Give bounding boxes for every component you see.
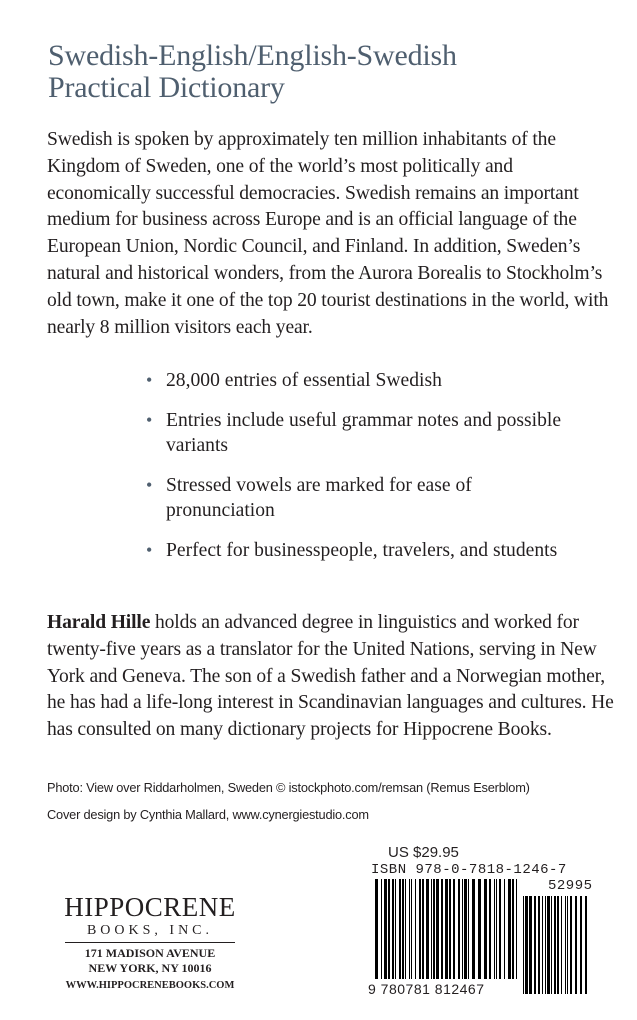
barcode-bar <box>375 879 378 979</box>
barcode-bar <box>585 896 587 994</box>
barcode-bar <box>478 879 481 979</box>
title-line-1: Swedish-English/English-Swedish <box>48 39 457 72</box>
barcode-bar <box>575 896 577 994</box>
bio-text: holds an advanced degree in linguistics and worked for twenty-five years as a translator for the United Nations, serving in New York and Geneva. The son of a Swedish father and a Norwegian mother, he has had a life-long interest in Scandinavian languages and cultures. He has consulted on many dictionary projects for Hippocrene Books. <box>47 612 614 741</box>
barcode-bar <box>441 879 443 979</box>
barcode-bar <box>388 879 390 979</box>
barcode-bar <box>534 896 536 994</box>
feature-text: Stressed vowels are marked for ease of pronunciation <box>166 474 472 521</box>
barcode-bar <box>392 879 394 979</box>
feature-item <box>144 408 564 459</box>
barcode-bar <box>472 879 475 979</box>
publisher-name: HIPPOCRENE <box>64 892 236 922</box>
feature-item <box>144 538 564 564</box>
barcode-bar <box>436 879 439 979</box>
feature-list <box>144 368 564 577</box>
publisher-website: WWW.HIPPOCRENEBOOKS.COM <box>65 980 235 991</box>
barcode-bar <box>545 896 546 994</box>
barcode-bar <box>565 896 566 994</box>
barcode-bar <box>464 879 467 979</box>
barcode-bar <box>580 896 582 994</box>
barcode-bar <box>458 879 460 979</box>
barcode-bar <box>405 879 406 979</box>
barcode-bar <box>529 896 532 994</box>
barcode-bar <box>567 896 568 994</box>
barcode-bar <box>516 879 517 979</box>
barcode-bar <box>402 879 404 979</box>
barcode-bar <box>468 879 469 979</box>
feature-item <box>144 473 564 524</box>
author-bio <box>47 610 619 744</box>
barcode-bar <box>411 879 412 979</box>
feature-item <box>144 368 564 394</box>
barcode-bar <box>399 879 401 979</box>
barcode-bar <box>419 879 421 979</box>
barcode-bar <box>489 879 491 979</box>
barcode-bar <box>381 879 382 979</box>
barcode-bar <box>426 879 429 979</box>
barcode-bar <box>523 896 524 994</box>
publisher-address-2: NEW YORK, NY 10016 <box>88 961 212 975</box>
barcode-bar <box>433 879 435 979</box>
barcode-bar <box>512 879 514 979</box>
barcode-bar <box>494 879 495 979</box>
barcode-bar <box>409 879 410 979</box>
barcode-bar <box>415 879 416 979</box>
price-label: US $29.95 <box>388 844 459 861</box>
barcode-digits: 9 780781 812467 <box>368 981 485 997</box>
barcode-bar <box>484 879 487 979</box>
barcode-bar <box>449 879 451 979</box>
barcode-bar <box>557 896 559 994</box>
barcode-bar <box>504 879 505 979</box>
publisher-subtitle: BOOKS, INC. <box>86 923 214 938</box>
isbn-label: ISBN 978-0-7818-1246-7 <box>371 862 567 878</box>
barcode-bar <box>422 879 424 979</box>
feature-text: Perfect for businesspeople, travelers, and students <box>166 539 558 561</box>
photo-credit: Photo: View over Riddarholmen, Sweden © istockphoto.com/remsan (Remus Eserblom) <box>47 780 530 795</box>
bullet-icon: • <box>146 409 153 430</box>
bullet-icon: • <box>146 370 153 390</box>
barcode-bar <box>508 879 511 979</box>
price-barcode <box>523 896 587 994</box>
barcode-bar <box>538 896 540 994</box>
barcode-bar <box>384 879 387 979</box>
barcode-bar <box>525 896 528 994</box>
publisher-divider <box>65 942 235 943</box>
barcode-bar <box>395 879 396 979</box>
barcode-bar <box>499 879 501 979</box>
isbn-barcode <box>375 879 517 979</box>
supplement-number: 52995 <box>548 878 593 894</box>
design-credit: Cover design by Cynthia Mallard, www.cynergiestudio.com <box>47 807 369 822</box>
barcode-bar <box>551 896 552 994</box>
barcode-bar <box>496 879 497 979</box>
bullet-icon: • <box>146 539 153 560</box>
barcode-bar <box>542 896 543 994</box>
bullet-icon: • <box>146 474 153 495</box>
author-name: Harald Hille <box>47 612 151 633</box>
feature-text: 28,000 entries of essential Swedish <box>166 370 442 391</box>
publisher-address-1: 171 MADISON AVENUE <box>84 946 216 960</box>
barcode-bar <box>561 896 562 994</box>
feature-text: Entries include useful grammar notes and possible variants <box>166 409 562 456</box>
barcode-bar <box>547 896 550 994</box>
barcode-bar <box>554 896 556 994</box>
title-line-2: Practical Dictionary <box>48 71 285 104</box>
barcode-bar <box>431 879 432 979</box>
book-title <box>48 40 608 104</box>
barcode-bar <box>570 896 572 994</box>
barcode-bar <box>462 879 463 979</box>
publisher-logo <box>50 893 250 993</box>
intro-paragraph: Swedish is spoken by approximately ten million inhabitants of the Kingdom of Sweden, one of the world’s most politically and economically successful democracies. Swedish remains an important medium for business across Europe and is an official language of the European Union, Nordic Council, and Finland. In addition, Sweden’s natural and historical wonders, from the Aurora Borealis to Stockholm’s old town, make it one of the top 20 tourist destinations in the world, with nearly 8 million visitors each year. <box>47 129 609 338</box>
barcode-bar <box>453 879 455 979</box>
barcode-bar <box>445 879 448 979</box>
